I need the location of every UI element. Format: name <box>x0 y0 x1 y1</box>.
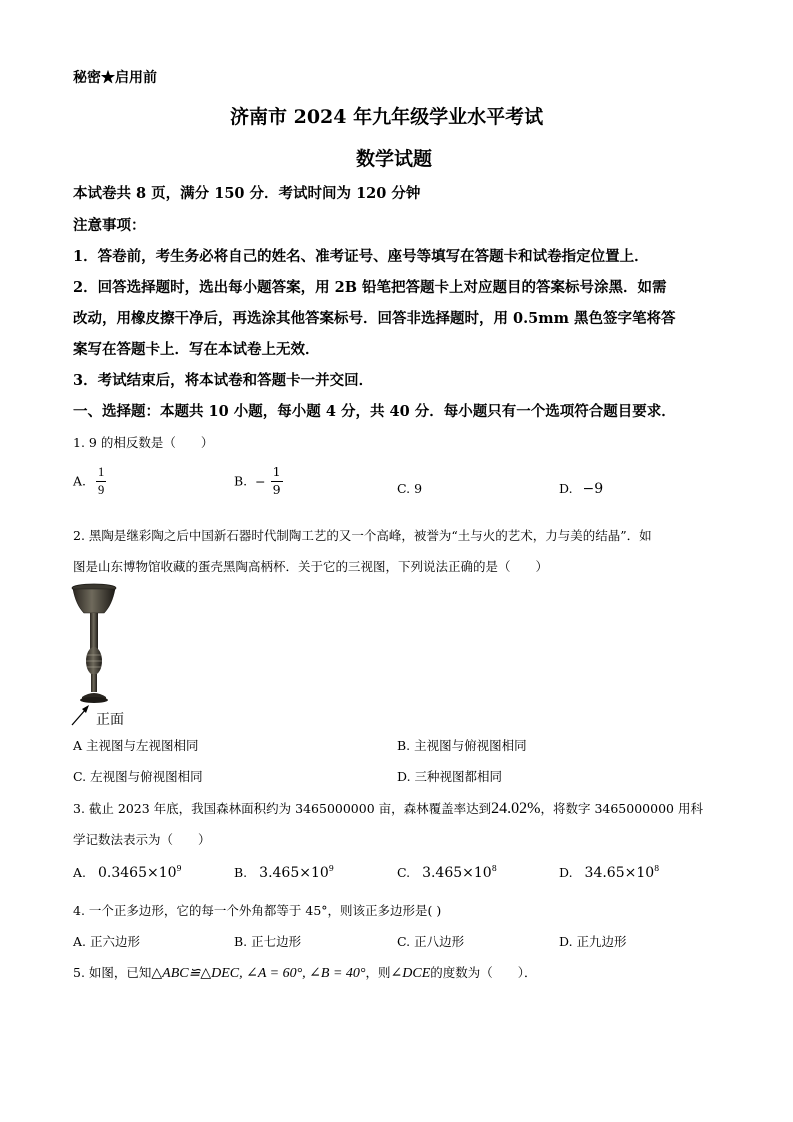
q4-option-c: C. 正八边形 <box>397 934 465 949</box>
q1-option-d: D. −9 <box>559 481 604 497</box>
q4-option-a: A. 正六边形 <box>73 934 140 949</box>
notice-title: 注意事项： <box>73 217 146 234</box>
notice-3: 3．考试结束后，将本试卷和答题卡一并交回． <box>73 372 374 389</box>
q4-stem: 4. 一个正多边形，它的每一个外角都等于 45°，则该正多边形是( ) <box>73 903 442 918</box>
q2-line-2: 图是山东博物馆收藏的蛋壳黑陶高柄杯．关于它的三视图，下列说法正确的是（ ） <box>73 559 549 574</box>
notice-2-line-2: 改动，用橡皮擦干净后，再选涂其他答案标号．回答非选择题时，用 0.5mm 黑色签字笔将答 <box>73 310 676 327</box>
q4-option-d: D. 正九边形 <box>559 934 627 949</box>
q1-option-b: B. − $\frac{1}{9}$ <box>234 464 281 497</box>
section-heading: 一、选择题：本题共 10 小题，每小题 4 分，共 40 分．每小题只有一个选项符合题目要求． <box>73 403 676 420</box>
q1-stem: 1. 9 的相反数是（ ） <box>73 435 214 450</box>
secret-label: 秘密★启用前 <box>73 70 157 86</box>
q2-option-a: A 主视图与左视图相同 <box>73 738 199 753</box>
notice-1: 1．答卷前，考生务必将自己的姓名、准考证号、座号等填写在答题卡和试卷指定位置上． <box>73 248 649 265</box>
exam-title: 济南市 2024 年九年级学业水平考试 <box>230 106 544 128</box>
notice-2-line-3: 案写在答题卡上．写在本试卷上无效． <box>73 341 320 358</box>
notice-2-line-1: 2．回答选择题时，选出每小题答案，用 2B 铅笔把答题卡上对应题目的答案标号涂黑．如需 <box>73 279 667 296</box>
q1-option-a: A. $\frac{1}{9}$ <box>73 465 105 497</box>
q3-option-c: C. $3.465\times 10^8$ <box>397 864 497 881</box>
q3-line-2: 学记数法表示为（ ） <box>73 832 211 847</box>
q4-option-b: B. 正七边形 <box>234 934 302 949</box>
q2-line-1: 2. 黑陶是继彩陶之后中国新石器时代制陶工艺的又一个高峰，被誉为“土与火的艺术，力与美的结晶”．如 <box>73 528 652 543</box>
q3-option-d: D. $34.65\times 10^8$ <box>559 864 660 881</box>
q1-option-c: C. 9 <box>397 481 423 496</box>
q2-option-b: B. 主视图与俯视图相同 <box>397 738 527 753</box>
q3-option-a: A. $0.3465\times 10^9$ <box>73 864 182 881</box>
q5-stem: 5. 如图，已知△ABC≌△DEC, ∠A = 60°, ∠B = 40°，则∠DCE的度数为（ ）． <box>73 965 537 981</box>
front-view-label: 正面 <box>96 712 124 728</box>
black-pottery-cup-image <box>70 583 118 708</box>
q3-option-b: B. $3.465\times 10^9$ <box>234 864 334 881</box>
q2-option-d: D. 三种视图都相同 <box>397 769 503 784</box>
paper-info: 本试卷共 8 页，满分 150 分．考试时间为 120 分钟 <box>73 185 421 202</box>
exam-subtitle: 数学试题 <box>356 148 433 170</box>
q3-line-1: 3. 截止 2023 年底，我国森林面积约为 3465000000 亩，森林覆盖率达到24.02%，将数字 3465000000 用科 <box>73 800 703 817</box>
q2-option-c: C. 左视图与俯视图相同 <box>73 769 203 784</box>
front-direction-arrow-icon <box>70 703 92 727</box>
